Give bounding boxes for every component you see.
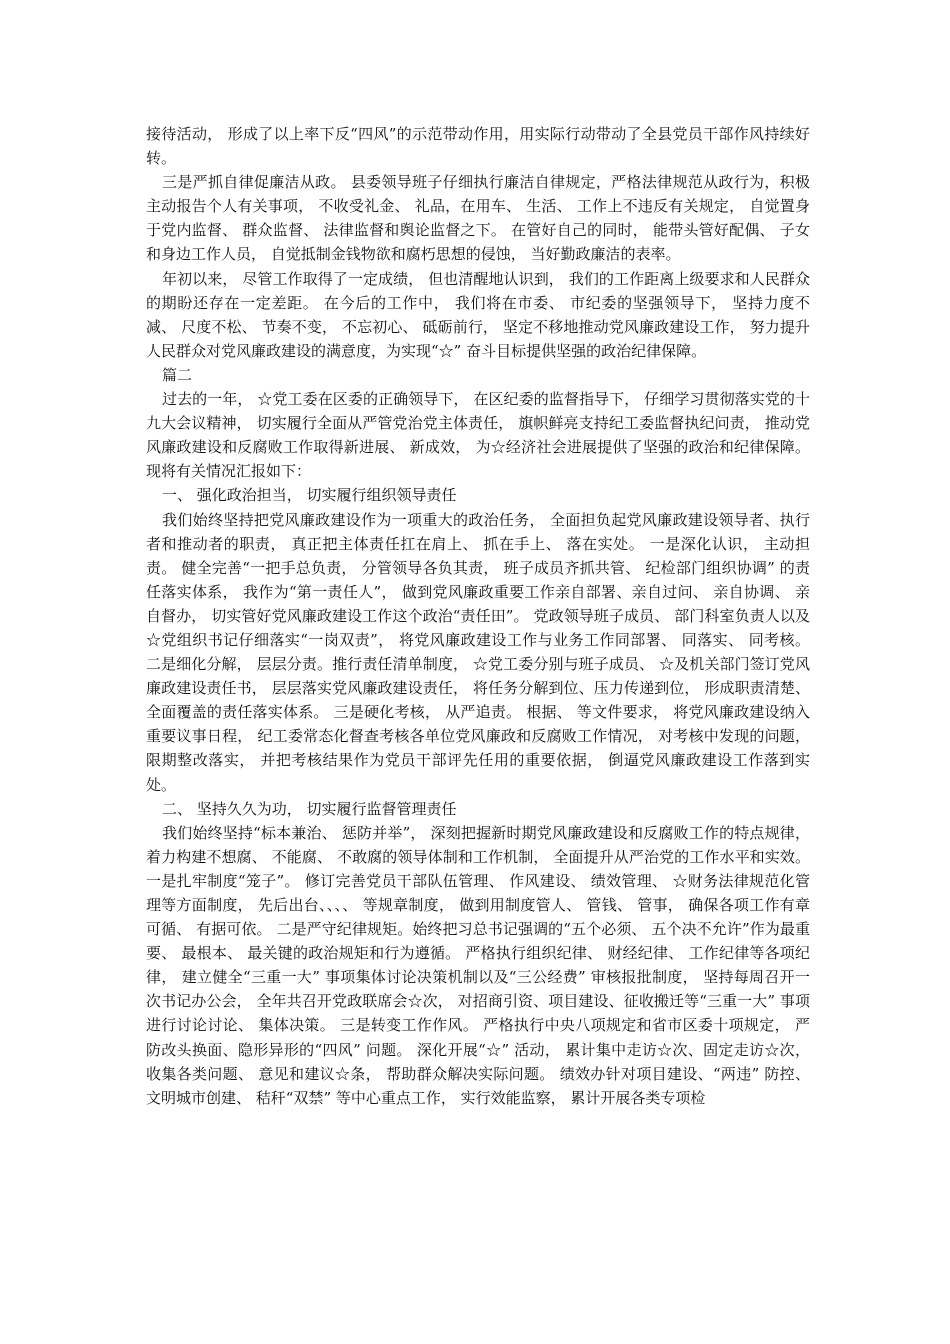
- paragraph-self-discipline: 三是严抓自律促廉洁从政。 县委领导班子仔细执行廉洁自律规定，严格法律规范从政行为，积极主动报告个人有关事项， 不收受礼金、 礼品，在用车、 生活、 工作上不违反有关规定， 自觉置身于党内监督、 群众监督、 法律监督和舆论监督之下。 在管好自己的同时， 能带头管好配偶、 子女和身边工作人员， 自觉抵制金钱物欲和腐朽思想的侵蚀， 当好勤政廉洁的表率。: [146, 173, 810, 264]
- paragraph-leadership-responsibility: 我们始终坚持把党风廉政建设作为一项重大的政治任务， 全面担负起党风廉政建设领导者、执行者和推动者的职责， 真正把主体责任扛在肩上、 抓在手上、 落在实处。 一是深化认识， 主动担责。 健全完善“一把手总负责， 分管领导各负其责， 班子成员齐抓共管、 纪检部门组织协调” 的责任落实体系， 我作为“第一责任人”， 做到党风廉政重要工作亲自部署、亲自过问、 亲自协调、 亲自督办， 切实管好党风廉政建设工作这个政治“责任田”。 党政领导班子成员、 部门科室负责人以及☆党组织书记仔细落实“一岗双责”， 将党风廉政建设工作与业务工作同部署、 同落实、 同考核。 二是细化分解， 层层分责。推行责任清单制度， ☆党工委分别与班子成员、 ☆及机关部门签订党风廉政建设责任书， 层层落实党风廉政建设责任， 将任务分解到位、压力传递到位， 形成职责清楚、 全面覆盖的责任落实体系。 三是硬化考核， 从严追责。 根据、 等文件要求， 将党风廉政建设纳入重要议事日程， 纪工委常态化督查考核各单位党风廉政和反腐败工作情况， 对考核中发现的问题， 限期整改落实， 并把考核结果作为党员干部评先任用的重要依据， 倒逼党风廉政建设工作落到实处。: [146, 510, 810, 794]
- document-body: [146, 122, 810, 1110]
- section-title-part-two: 篇二: [162, 365, 193, 384]
- paragraph-continuation: 接待活动， 形成了以上率下反“四风”的示范带动作用，用实际行动带动了全县党员干部作风持续好转。: [146, 125, 810, 168]
- paragraph-supervision-responsibility: 我们始终坚持“标本兼治、 惩防并举”， 深刻把握新时期党风廉政建设和反腐败工作的特点规律， 着力构建不想腐、 不能腐、 不敢腐的领导体制和工作机制， 全面提升从严治党的工作水平和实效。 一是扎牢制度“笼子”。 修订完善党员干部队伍管理、 作风建设、 绩效管理、 ☆财务法律规范化管理等方面制度， 先后出台、、、、 等规章制度， 做到用制度管人、 管钱、 管事， 确保各项工作有章可循、 有据可依。 二是严守纪律规矩。始终把习总书记强调的“五个必须、 五个决不允许”作为最重要、 最根本、 最关键的政治规矩和行为遵循。 严格执行组织纪律、 财经纪律、 工作纪律等各项纪律， 建立健全“三重一大” 事项集体讨论决策机制以及“三公经费” 审核报批制度， 坚持每周召开一次书记办公会， 全年共召开党政联席会☆次， 对招商引资、项目建设、征收搬迁等“三重一大” 事项进行讨论讨论、 集体决策。 三是转变工作作风。 严格执行中央八项规定和省市区委十项规定， 严防改头换面、隐形异形的“四风” 问题。 深化开展“☆” 活动， 累计集中走访☆次、固定走访☆次， 收集各类问题、 意见和建议☆条， 帮助群众解决实际问题。 绩效办针对项目建设、“两违” 防控、 文明城市创建、 秸秆“双禁” 等中心重点工作， 实行效能监察， 累计开展各类专项检: [146, 823, 810, 1107]
- paragraph-outlook: 年初以来， 尽管工作取得了一定成绩， 但也清醒地认识到， 我们的工作距离上级要求和人民群众的期盼还存在一定差距。 在今后的工作中， 我们将在市委、 市纪委的坚强领导下， 坚持力度不减、 尺度不松、 节奏不变， 不忘初心、 砥砺前行， 坚定不移地推动党风廉政建设工作， 努力提升人民群众对党风廉政建设的满意度，为实现“☆” 奋斗目标提供坚强的政治纪律保障。: [146, 269, 810, 360]
- heading-section-two: 二、 坚持久久为功， 切实履行监督管理责任: [162, 799, 457, 818]
- paragraph-intro: 过去的一年， ☆党工委在区委的正确领导下， 在区纪委的监督指导下， 仔细学习贯彻落实党的十九大会议精神， 切实履行全面从严管党治党主体责任， 旗帜鲜亮支持纪工委监督执纪问责， 推动党风廉政建设和反腐败工作取得新进展、 新成效， 为☆经济社会进展提供了坚强的政治和纪律保障。 现将有关情况汇报如下：: [146, 390, 810, 481]
- heading-section-one: 一、 强化政治担当， 切实履行组织领导责任: [162, 486, 457, 505]
